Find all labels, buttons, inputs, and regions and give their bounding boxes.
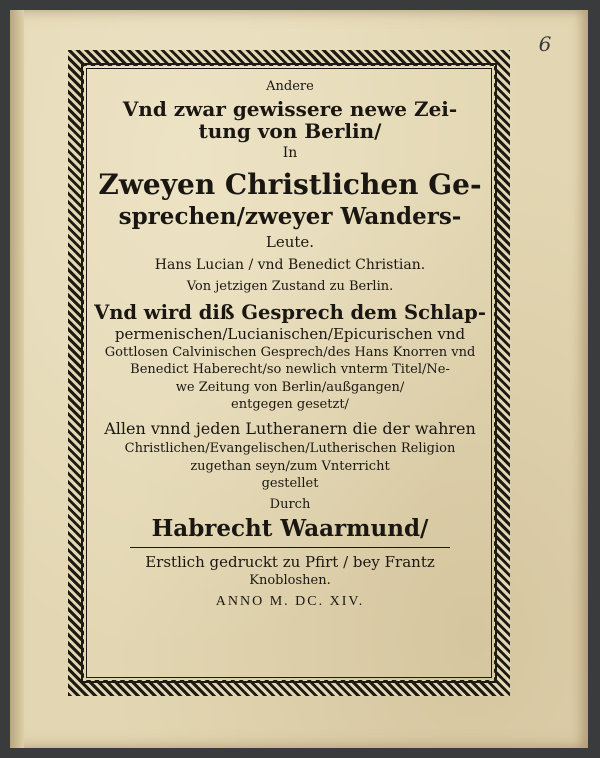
- body-line-6: entgegen gesetzt/: [231, 396, 349, 412]
- body-line-2: permenischen/Lucianischen/Epicurischen vnd: [114, 325, 466, 344]
- imprint-line-2: Knobloshen.: [249, 572, 331, 588]
- body-line-1: Vnd wird diß Gesprech dem Schlap-: [94, 300, 486, 324]
- title-line-andere: Andere: [266, 79, 314, 94]
- title-line-headline-1: Vnd zwar gewissere newe Zei-: [122, 97, 458, 122]
- imprint-date: ANNO M. DC. XIV.: [215, 593, 365, 609]
- imprint-line-1: Erstlich gedruckt zu Pfirt / bey Frantz: [145, 553, 435, 572]
- title-line-leute: Leute.: [265, 232, 315, 251]
- title-line-subject: Von jetzigen Zustand zu Berlin.: [186, 278, 394, 294]
- body-line-4: Benedict Haberecht/so newlich vnterm Titel/Ne-: [130, 362, 450, 378]
- dedication-line-1: Allen vnnd jeden Lutheranern die der wahren: [104, 419, 476, 439]
- dedication-line-2: Christlichen/Evangelischen/Lutherischen Religion: [124, 440, 456, 456]
- title-page-text: [92, 76, 488, 676]
- title-line-speakers: Hans Lucian / vnd Benedict Christian.: [154, 257, 426, 274]
- book-page: [10, 10, 588, 748]
- title-line-in: In: [282, 145, 298, 162]
- divider-rule: [130, 547, 450, 548]
- dedication-line-4: gestellet: [261, 476, 319, 492]
- body-line-3: Gottlosen Calvinischen Gesprech/des Hans Knorren vnd: [104, 344, 476, 360]
- folio-number: 6: [538, 32, 552, 56]
- author-by: Durch: [269, 496, 311, 512]
- author-name: Habrecht Waarmund/: [151, 514, 429, 542]
- title-line-main-2: sprechen/zweyer Wanders-: [118, 203, 462, 231]
- dedication-line-3: zugethan seyn/zum Vnterricht: [190, 458, 390, 474]
- body-line-5: we Zeitung von Berlin/außgangen/: [175, 379, 405, 395]
- title-line-headline-2: tung von Berlin/: [198, 119, 382, 144]
- page-gutter: [10, 10, 24, 748]
- title-line-main-1: Zweyen Christlichen Ge-: [98, 167, 482, 201]
